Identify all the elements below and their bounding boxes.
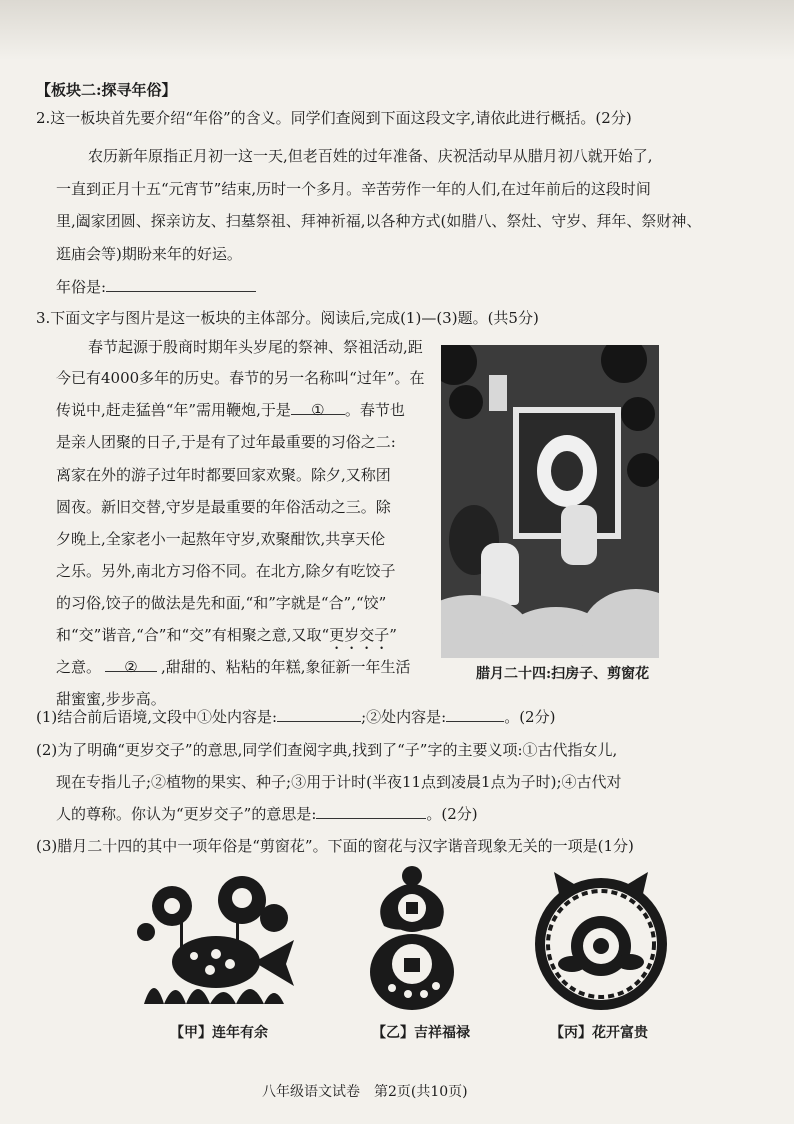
blank-2[interactable] bbox=[105, 657, 157, 676]
q3-passage-line-9: 的习俗,饺子的做法是先和面,“和”字就是“合”,“饺” bbox=[56, 594, 387, 612]
q3-passage-line-3-text: 传说中,赶走猛兽“年”需用鞭炮,于是 bbox=[56, 401, 291, 419]
papercut-label-jia: 【甲】连年有余 bbox=[170, 1025, 268, 1041]
blank-1[interactable] bbox=[291, 400, 345, 419]
papercut-gourd-image bbox=[362, 862, 462, 1014]
blank-1-mark: ① bbox=[311, 401, 325, 419]
q3-passage-line-10-text: 和“交”谐音,“合”和“交”有相聚之意,又取“ bbox=[56, 626, 330, 644]
q3-passage-line-4: 是亲人团聚的日子,于是有了过年最重要的习俗之二: bbox=[56, 433, 396, 451]
q3-passage-line-10 bbox=[56, 625, 397, 653]
lantern-shape bbox=[601, 345, 647, 383]
scan-edge-shadow bbox=[0, 0, 794, 60]
q3-passage-line-10-tail: ” bbox=[389, 626, 397, 644]
q3-passage-line-7: 夕晚上,全家老小一起熬年守岁,欢聚酣饮,共享天伦 bbox=[56, 530, 386, 548]
q3-stem: 3.下面文字与图片是这一板块的主体部分。阅读后,完成(1)—(3)题。(共5分) bbox=[36, 309, 539, 327]
sub1-blank-1[interactable] bbox=[277, 707, 361, 722]
cloud-shape bbox=[581, 589, 659, 658]
q3-sub1-prefix: (1)结合前后语境,文段中①处内容是: bbox=[36, 708, 278, 726]
sweeping-house-paper-cutting-illustration bbox=[441, 345, 659, 658]
sub1-blank-2[interactable] bbox=[446, 707, 504, 722]
q3-passage-line-1: 春节起源于殷商时期年头岁尾的祭神、祭祖活动,距 bbox=[88, 338, 423, 356]
lantern-shape bbox=[449, 385, 483, 419]
q3-passage-line-3-tail: 。春节也 bbox=[344, 401, 405, 419]
q3-sub1 bbox=[36, 707, 555, 727]
q2-passage-line-3: 里,阖家团圆、探亲访友、扫墓祭祖、拜神祈福,以各种方式(如腊八、祭灶、守岁、拜年、祭财神、 bbox=[56, 212, 702, 230]
lantern-shape bbox=[441, 345, 477, 385]
q2-passage-line-2: 一直到正月十五“元宵节”结束,历时一个多月。辛苦劳作一年的人们,在过年前后的这段时间 bbox=[56, 180, 651, 198]
q3-passage-line-11-tail: ,甜甜的、粘粘的年糕,象征新一年生活 bbox=[161, 658, 411, 676]
papercut-peony-image bbox=[526, 862, 676, 1016]
papercut-label-bing: 【丙】花开富贵 bbox=[550, 1025, 648, 1041]
lantern-shape bbox=[627, 453, 659, 487]
lantern-shape bbox=[621, 397, 655, 431]
image-caption: 腊月二十四:扫房子、剪窗花 bbox=[476, 666, 650, 682]
q3-sub2-line-3-suffix: 。(2分) bbox=[426, 805, 478, 823]
hanging-tag bbox=[489, 375, 507, 411]
q2-answer-blank[interactable] bbox=[106, 277, 256, 292]
q3-passage-line-6: 圆夜。新旧交替,守岁是最重要的年俗活动之三。除 bbox=[56, 498, 391, 516]
q3-sub1-mid: ;②处内容是: bbox=[361, 708, 447, 726]
q3-passage-line-2: 今已有4000多年的历史。春节的另一名称叫“过年”。在 bbox=[56, 369, 425, 387]
q3-sub2-line-1: (2)为了明确“更岁交子”的意思,同学们查阅字典,找到了“子”字的主要义项:①古代指女儿, bbox=[36, 741, 618, 759]
q3-passage-line-3 bbox=[56, 400, 405, 420]
q3-sub3: (3)腊月二十四的其中一项年俗是“剪窗花”。下面的窗花与汉字谐音现象无关的一项是(1分) bbox=[36, 837, 634, 855]
q2-answer-row bbox=[56, 277, 256, 297]
child-on-stool bbox=[561, 505, 597, 565]
q3-sub2-line-3 bbox=[56, 804, 478, 824]
papercut-label-yi: 【乙】吉祥福禄 bbox=[372, 1025, 470, 1041]
sub2-answer-blank[interactable] bbox=[316, 804, 426, 819]
q2-passage-line-4: 逛庙会等)期盼来年的好运。 bbox=[56, 245, 242, 263]
q2-answer-label: 年俗是: bbox=[56, 278, 107, 296]
page-footer: 八年级语文试卷 第2页(共10页) bbox=[262, 1084, 468, 1100]
q3-passage-line-8: 之乐。另外,南北方习俗不同。在北方,除夕有吃饺子 bbox=[56, 562, 396, 580]
q3-sub2-line-3-prefix: 人的尊称。你认为“更岁交子”的意思是: bbox=[56, 805, 317, 823]
section-title: 【板块二:探寻年俗】 bbox=[36, 81, 177, 99]
window-paper-cut bbox=[537, 435, 597, 507]
q2-stem: 2.这一板块首先要介绍“年俗”的含义。同学们查阅到下面这段文字,请依此进行概括。(2分) bbox=[36, 109, 632, 127]
q3-sub1-suffix: 。(2分) bbox=[504, 708, 556, 726]
blank-2-mark: ② bbox=[124, 658, 138, 676]
q3-passage-line-5: 离家在外的游子过年时都要回家欢聚。除夕,又称团 bbox=[56, 466, 391, 484]
phrase-gengsui-jiaozi: 更岁交子 bbox=[329, 626, 390, 644]
q3-passage-line-11-text: 之意。 bbox=[56, 658, 102, 676]
q3-passage-line-12: 甜蜜蜜,步步高。 bbox=[56, 690, 166, 708]
papercut-lotus-fish-image bbox=[124, 876, 304, 1012]
q3-passage-line-11 bbox=[56, 657, 411, 677]
q3-sub2-line-2: 现在专指儿子;②植物的果实、种子;③用于计时(半夜11点到凌晨1点为子时);④古代对 bbox=[56, 773, 622, 791]
q2-passage-line-1: 农历新年原指正月初一这一天,但老百姓的过年准备、庆祝活动早从腊月初八就开始了, bbox=[88, 147, 653, 165]
